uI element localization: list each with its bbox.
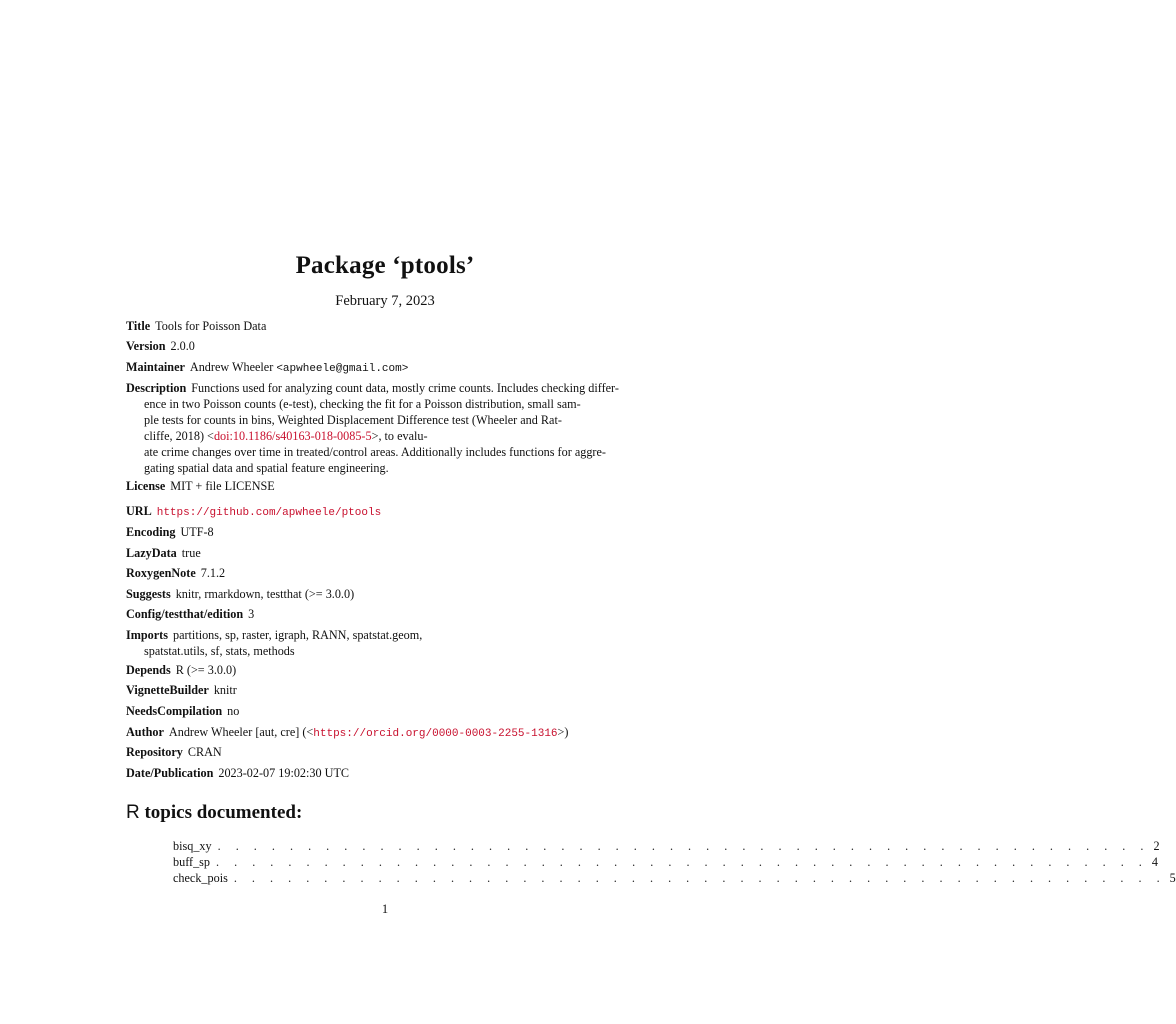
toc-entry-page[interactable]: 2 — [1153, 839, 1160, 853]
toc-leader-dots: . . . . . . . . . . . . . . . . . . . . . . . . . . . . . . . . . . . . . . . . . . . . . . . . . . . . — [233, 871, 1166, 885]
description-line-doi — [126, 428, 636, 444]
field-label: Suggests — [126, 587, 171, 601]
author-text: >) — [557, 725, 569, 739]
toc-entry-page[interactable]: 4 — [1151, 855, 1158, 869]
field-value: true — [181, 546, 201, 560]
field-label: Author — [126, 725, 164, 739]
toc-entry[interactable] — [173, 870, 1176, 886]
field-description — [126, 380, 636, 476]
field-value: 3 — [248, 607, 255, 621]
description-line: ence in two Poisson counts (e-test), checking the fit for a Poisson distribution, small sam- — [144, 397, 581, 411]
toc-entry-name[interactable]: check_pois — [173, 871, 228, 885]
field-encoding — [126, 524, 636, 540]
field-value: no — [227, 704, 240, 718]
toc-entry-page[interactable]: 5 — [1169, 871, 1176, 885]
description-text: cliffe, 2018) < — [144, 429, 214, 443]
toc-entry[interactable] — [173, 838, 1160, 854]
field-author — [126, 724, 636, 742]
field-label: VignetteBuilder — [126, 683, 209, 697]
field-imports — [126, 627, 636, 659]
field-value: Tools for Poisson Data — [155, 319, 267, 333]
author-text: Andrew Wheeler [aut, cre] (< — [168, 725, 314, 739]
field-label: Depends — [126, 663, 171, 677]
field-version — [126, 338, 636, 354]
field-maintainer — [126, 359, 636, 377]
field-label: RoxygenNote — [126, 566, 196, 580]
toc-leader-dots: . . . . . . . . . . . . . . . . . . . . . . . . . . . . . . . . . . . . . . . . . . . . . . . . . . . . — [216, 855, 1148, 869]
field-label: License — [126, 479, 166, 493]
field-label: Config/testthat/edition — [126, 607, 244, 621]
field-value: knitr — [213, 683, 237, 697]
description-text: >, to evalu- — [371, 429, 428, 443]
doi-link[interactable]: doi:10.1186/s40163-018-0085-5 — [213, 429, 372, 443]
maintainer-email: <apwheele@gmail.com> — [276, 363, 409, 375]
field-label: Title — [126, 319, 151, 333]
field-repository — [126, 744, 636, 760]
field-value: knitr, rmarkdown, testthat (>= 3.0.0) — [175, 587, 355, 601]
toc-entry-name[interactable]: buff_sp — [173, 855, 211, 869]
description-line: gating spatial data and spatial feature engineering. — [144, 461, 389, 475]
toc-entry[interactable] — [173, 854, 1158, 870]
field-label: NeedsCompilation — [126, 704, 223, 718]
field-value: 2023-02-07 19:02:30 UTC — [218, 766, 350, 780]
field-needscompilation — [126, 703, 636, 719]
description-line: ple tests for counts in bins, Weighted Displacement Difference test (Wheeler and Rat- — [144, 413, 562, 427]
field-label: Maintainer — [126, 360, 185, 374]
package-title: Package ‘ptools’ — [295, 252, 475, 279]
field-lazydata — [126, 545, 636, 561]
field-label: Encoding — [126, 525, 176, 539]
orcid-link[interactable]: https://orcid.org/0000-0003-2255-1316 — [313, 728, 558, 740]
imports-line: spatstat.utils, sf, stats, methods — [144, 644, 295, 658]
field-label: Version — [126, 339, 166, 353]
field-label: Date/Publication — [126, 766, 214, 780]
field-label: LazyData — [126, 546, 177, 560]
field-title — [126, 318, 636, 334]
field-label: Imports — [126, 628, 168, 642]
field-license — [126, 478, 636, 494]
field-suggests — [126, 586, 636, 602]
field-value: CRAN — [187, 745, 222, 759]
field-label: URL — [126, 504, 152, 518]
field-roxygennote — [126, 565, 636, 581]
description-line: Functions used for analyzing count data, mostly crime counts. Includes checking differ- — [191, 381, 619, 395]
toc-leader-dots: . . . . . . . . . . . . . . . . . . . . . . . . . . . . . . . . . . . . . . . . . . . . . . . . . . . . — [217, 839, 1150, 853]
field-value: 7.1.2 — [200, 566, 226, 580]
r-logo-letter: R — [126, 802, 140, 823]
toc-heading-text: topics documented: — [144, 802, 303, 823]
field-value: 2.0.0 — [170, 339, 195, 353]
description-line: ate crime changes over time in treated/control areas. Additionally includes functions for aggre- — [144, 445, 606, 459]
field-label: Description — [126, 381, 187, 395]
field-vignettebuilder — [126, 682, 636, 698]
imports-line: partitions, sp, raster, igraph, RANN, spatstat.geom, — [172, 628, 423, 642]
field-depends — [126, 662, 636, 678]
toc-entry-name[interactable]: bisq_xy — [173, 839, 212, 853]
field-config — [126, 606, 636, 622]
page-number: 1 — [381, 902, 389, 916]
field-label: Repository — [126, 745, 183, 759]
toc-list — [173, 838, 1176, 886]
field-value: UTF-8 — [180, 525, 214, 539]
field-value: R (>= 3.0.0) — [175, 663, 237, 677]
field-url — [126, 503, 636, 521]
field-value: MIT + file LICENSE — [170, 479, 275, 493]
package-date: February 7, 2023 — [335, 293, 435, 309]
field-publication — [126, 765, 636, 781]
toc-heading — [126, 802, 302, 824]
url-link[interactable]: https://github.com/apwheele/ptools — [156, 507, 382, 519]
maintainer-name: Andrew Wheeler — [189, 360, 274, 374]
